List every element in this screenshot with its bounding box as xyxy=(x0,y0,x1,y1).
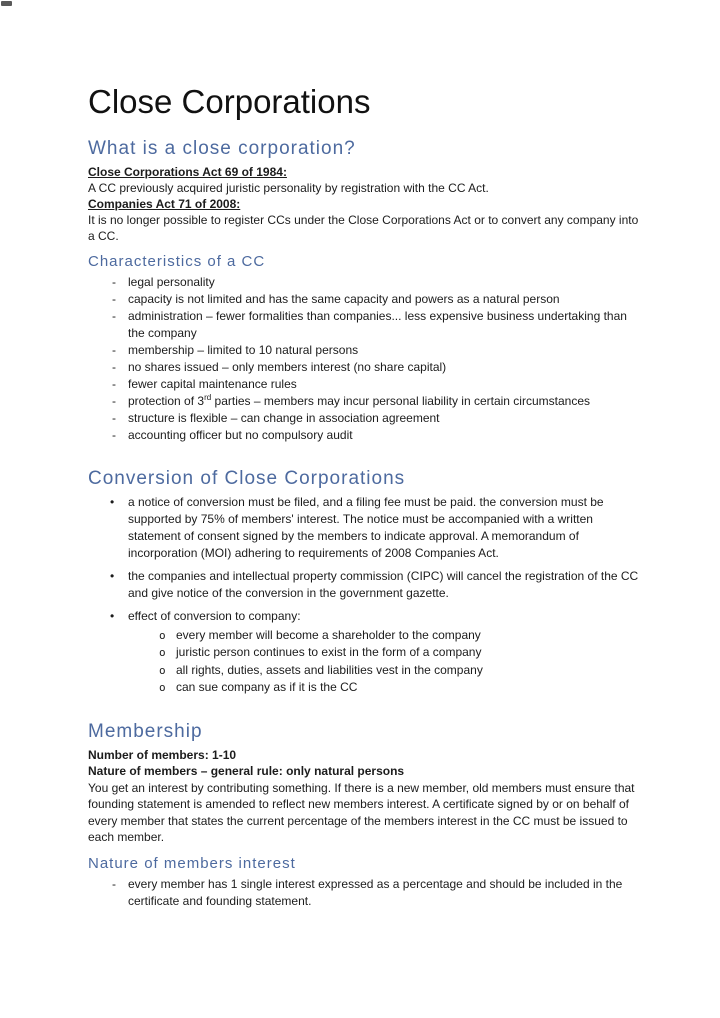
ordinal-superscript: rd xyxy=(204,393,212,403)
list-item: - administration – fewer formalities than companies... less expensive business undertaking than the company xyxy=(128,308,645,342)
section-what-is-a-close-corporation xyxy=(88,138,645,444)
list-item-effect-of-conversion xyxy=(128,608,645,697)
line-nature-of-members: Nature of members – general rule: only natural persons xyxy=(88,764,405,779)
heading-membership: Membership xyxy=(88,720,203,742)
paragraph-cc-act: A CC previously acquired juristic personality by registration with the CC Act. xyxy=(88,181,489,196)
list-item: - membership – limited to 10 natural persons xyxy=(128,342,645,359)
list-item: - structure is flexible – can change in association agreement xyxy=(128,410,645,427)
paragraph-membership: You get an interest by contributing something. If there is a new member, old members must ensure that founding statement is amended to reflect new members interest. A certificate signed by or on behalf of every member that states the current percentage of the members interest in the CC must be issued to each member. xyxy=(88,780,635,845)
list-item: o all rights, duties, assets and liabilities vest in the company xyxy=(176,662,645,680)
paragraph-companies-act: It is no longer possible to register CCs under the Close Corporations Act or to convert any company into a CC. xyxy=(88,213,639,244)
list-item-third-parties xyxy=(128,393,645,410)
text-segment: effect of conversion to company: xyxy=(128,608,301,623)
list-item: - no shares issued – only members interest (no share capital) xyxy=(128,359,645,376)
list-item: o juristic person continues to exist in the form of a company xyxy=(176,644,645,662)
characteristics-list xyxy=(88,274,645,444)
text-segment: protection of 3 xyxy=(128,394,205,409)
list-item: o can sue company as if it is the CC xyxy=(176,679,645,697)
line-number-of-members: Number of members: 1-10 xyxy=(88,747,237,762)
list-item: • the companies and intellectual property commission (CIPC) will cancel the registration of the CC and give notice of the conversion in the government gazette. xyxy=(128,568,645,602)
list-item: - capacity is not limited and has the same capacity and powers as a natural person xyxy=(128,291,645,308)
list-item: - legal personality xyxy=(128,274,645,291)
section-membership xyxy=(88,721,645,910)
scan-artifact xyxy=(1,1,12,6)
list-item: • a notice of conversion must be filed, and a filing fee must be paid. the conversion must be supported by 75% of members' interest. The notice must be accompanied with a written statement of consent signed by the members to indicate approval. A memorandum of incorporation (MOI) adhering to requirements of 2008 Companies Act. xyxy=(128,494,645,562)
heading-what-is-a-close-corporation: What is a close corporation? xyxy=(88,138,356,160)
subheading-nature-of-members-interest: Nature of members interest xyxy=(88,854,296,872)
list-item: - accounting officer but no compulsory audit xyxy=(128,427,645,444)
section-conversion xyxy=(88,468,645,697)
text-segment: parties – members may incur personal liability in certain circumstances xyxy=(211,394,590,409)
heading-conversion: Conversion of Close Corporations xyxy=(88,468,406,490)
conversion-effects-sublist xyxy=(128,625,645,697)
act-title-close-corporations-act: Close Corporations Act 69 of 1984: xyxy=(88,165,287,180)
members-interest-list xyxy=(88,876,645,910)
page-title: Close Corporations xyxy=(88,83,371,120)
list-item: o every member will become a shareholder to the company xyxy=(176,627,645,645)
conversion-list xyxy=(88,494,645,697)
list-item: - every member has 1 single interest expressed as a percentage and should be included in the certificate and founding statement. xyxy=(128,876,645,910)
subheading-characteristics: Characteristics of a CC xyxy=(88,253,266,271)
list-item: - fewer capital maintenance rules xyxy=(128,376,645,393)
act-title-companies-act: Companies Act 71 of 2008: xyxy=(88,197,241,212)
